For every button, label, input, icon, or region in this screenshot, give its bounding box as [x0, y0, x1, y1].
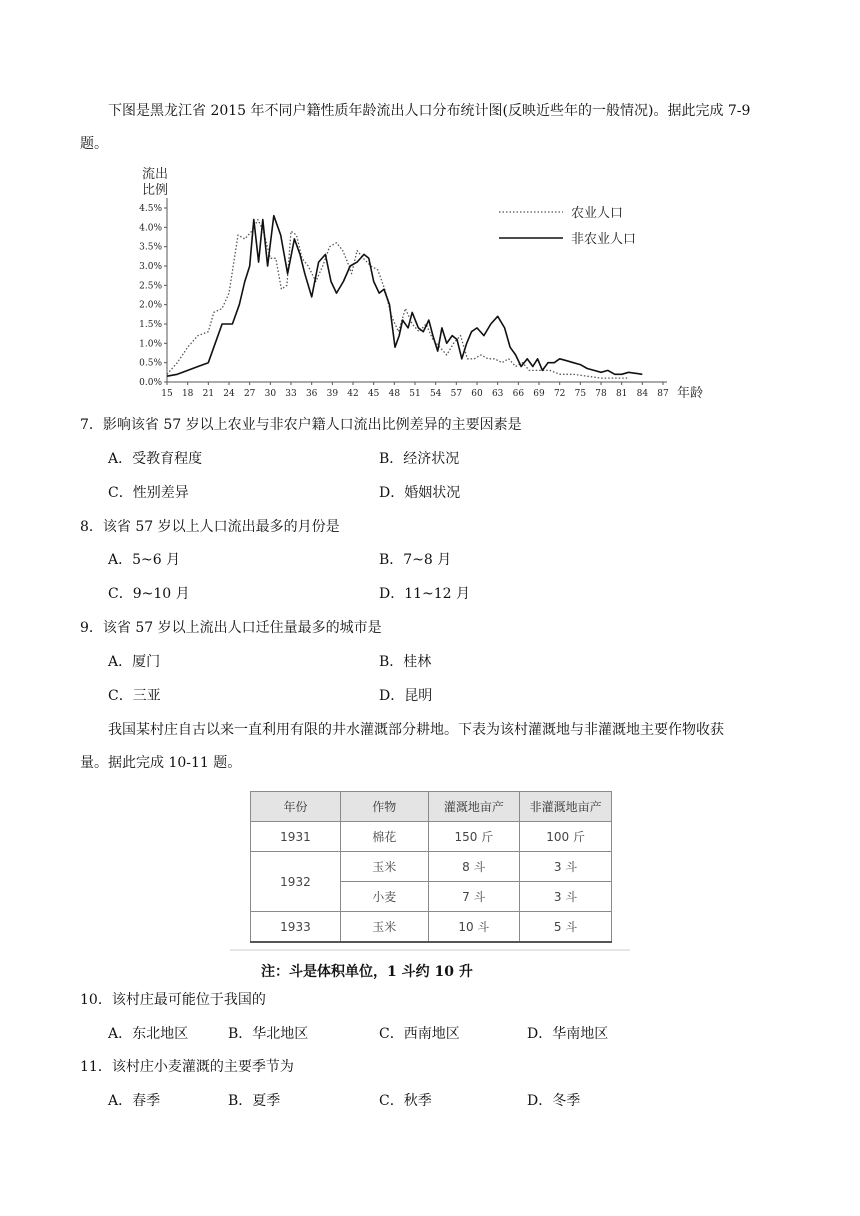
- x-tick-label: 69: [533, 389, 545, 399]
- q8-stem: 8．该省 57 岁以上人口流出最多的月份是: [80, 519, 340, 535]
- y-tick-label: 0.0%: [139, 378, 162, 388]
- table-header-row: [251, 792, 612, 822]
- y-tick-label: 2.5%: [139, 281, 162, 292]
- header-crop: 作物: [340, 792, 428, 822]
- header-non-irrigated: 非灌溉地亩产: [520, 792, 612, 822]
- table-row: [251, 852, 612, 882]
- cell-irrigated: 150 斤: [428, 822, 520, 852]
- x-tick-label: 21: [202, 389, 215, 399]
- cell-non-irrigated: 5 斗: [520, 912, 612, 943]
- table-bottom-rule: [230, 949, 630, 951]
- q10-stem: 10．该村庄最可能位于我国的: [80, 992, 266, 1008]
- cell-crop: 玉米: [340, 852, 428, 882]
- q8-option-d[interactable]: D．11~12 月: [379, 586, 471, 602]
- cell-year: 1932: [251, 852, 341, 912]
- q11-option-c[interactable]: C．秋季: [379, 1093, 432, 1109]
- q9-option-c[interactable]: C．三亚: [108, 688, 161, 704]
- q7-stem: 7．影响该省 57 岁以上农业与非农户籍人口流出比例差异的主要因素是: [80, 417, 522, 433]
- x-tick-label: 48: [388, 389, 401, 399]
- q7-option-c[interactable]: C．性别差异: [108, 485, 189, 501]
- q10-option-b[interactable]: B．华北地区: [228, 1026, 309, 1042]
- cell-irrigated: 7 斗: [428, 882, 520, 912]
- x-tick-label: 42: [347, 389, 359, 399]
- q9-option-a[interactable]: A．厦门: [108, 654, 161, 670]
- x-tick-label: 18: [181, 389, 194, 399]
- y-axis-label-line1: 流出: [142, 167, 169, 182]
- y-tick-label: 4.0%: [139, 223, 162, 234]
- x-tick-label: 63: [491, 389, 504, 399]
- cell-crop: 玉米: [340, 912, 428, 943]
- q9-option-d[interactable]: D．昆明: [379, 688, 433, 704]
- q8-option-c[interactable]: C．9~10 月: [108, 586, 190, 602]
- x-tick-label: 84: [636, 389, 649, 399]
- outflow-age-chart: [130, 158, 710, 402]
- q11-option-a[interactable]: A．春季: [108, 1093, 161, 1109]
- y-tick-label: 3.0%: [139, 262, 162, 272]
- cell-non-irrigated: 3 斗: [520, 852, 612, 882]
- x-tick-label: 81: [615, 389, 628, 399]
- series-line-agricultural: [167, 220, 629, 379]
- x-tick-label: 72: [553, 389, 566, 399]
- q11-option-b[interactable]: B．夏季: [228, 1093, 281, 1109]
- q8-option-a[interactable]: A．5~6 月: [108, 552, 181, 568]
- cell-irrigated: 10 斗: [428, 912, 520, 943]
- x-tick-label: 15: [161, 389, 173, 399]
- intro2-line2: 量。据此完成 10-11 题。: [80, 755, 242, 771]
- x-tick-label: 87: [657, 389, 669, 399]
- cell-non-irrigated: 3 斗: [520, 882, 612, 912]
- intro2-line1: 我国某村庄自古以来一直利用有限的井水灌溉部分耕地。下表为该村灌溉地与非灌溉地主要作物收获: [108, 722, 724, 738]
- crop-yield-table: [250, 791, 612, 943]
- q7-option-d[interactable]: D．婚姻状况: [379, 485, 461, 501]
- legend-label: 农业人口: [571, 206, 624, 221]
- y-axis-label-line2: 比例: [142, 183, 169, 198]
- q10-option-a[interactable]: A．东北地区: [108, 1026, 189, 1042]
- q9-option-b[interactable]: B．桂林: [379, 654, 432, 670]
- cell-year: 1933: [251, 912, 341, 943]
- cell-year: 1931: [251, 822, 341, 852]
- q10-option-d[interactable]: D．华南地区: [527, 1026, 609, 1042]
- x-tick-label: 78: [595, 389, 607, 399]
- q9-stem: 9．该省 57 岁以上流出人口迁住量最多的城市是: [80, 620, 382, 636]
- q7-option-a[interactable]: A．受教育程度: [108, 451, 203, 467]
- x-tick-label: 30: [264, 389, 277, 399]
- x-tick-label: 66: [512, 389, 525, 399]
- cell-non-irrigated: 100 斤: [520, 822, 612, 852]
- intro1-line2: 题。: [80, 136, 108, 152]
- x-tick-label: 57: [450, 389, 463, 399]
- y-tick-label: 3.5%: [139, 242, 162, 253]
- cell-irrigated: 8 斗: [428, 852, 520, 882]
- x-tick-label: 27: [243, 389, 256, 399]
- x-tick-label: 60: [471, 389, 483, 399]
- x-tick-label: 36: [305, 389, 318, 399]
- y-tick-label: 2.0%: [139, 300, 162, 311]
- q10-option-c[interactable]: C．西南地区: [379, 1026, 460, 1042]
- chart-svg: [130, 158, 710, 402]
- x-tick-label: 39: [326, 389, 339, 399]
- header-irrigated: 灌溉地亩产: [428, 792, 520, 822]
- x-axis-label: 年龄: [677, 386, 704, 401]
- table-row: [251, 912, 612, 943]
- cell-crop: 小麦: [340, 882, 428, 912]
- cell-crop: 棉花: [340, 822, 428, 852]
- y-tick-label: 1.5%: [139, 320, 162, 330]
- y-tick-label: 1.0%: [139, 339, 162, 350]
- header-year: 年份: [251, 792, 341, 822]
- q11-option-d[interactable]: D．冬季: [527, 1093, 581, 1109]
- table-row: [251, 822, 612, 852]
- x-tick-label: 54: [429, 389, 442, 399]
- x-tick-label: 33: [285, 389, 297, 399]
- q7-option-b[interactable]: B．经济状况: [379, 451, 460, 467]
- y-tick-label: 0.5%: [139, 358, 162, 369]
- x-tick-label: 45: [367, 389, 380, 399]
- x-tick-label: 75: [574, 389, 587, 399]
- table-note: 注：斗是体积单位，1 斗约 10 升: [261, 964, 473, 980]
- x-tick-label: 51: [409, 389, 421, 399]
- y-tick-label: 4.5%: [139, 204, 162, 214]
- intro1-line1: 下图是黑龙江省 2015 年不同户籍性质年龄流出人口分布统计图(反映近些年的一般情况)。据此完成 7-9: [108, 103, 751, 119]
- x-tick-label: 24: [223, 389, 235, 399]
- q11-stem: 11．该村庄小麦灌溉的主要季节为: [80, 1059, 294, 1075]
- q8-option-b[interactable]: B．7~8 月: [379, 552, 452, 568]
- legend-label: 非农业人口: [571, 232, 637, 247]
